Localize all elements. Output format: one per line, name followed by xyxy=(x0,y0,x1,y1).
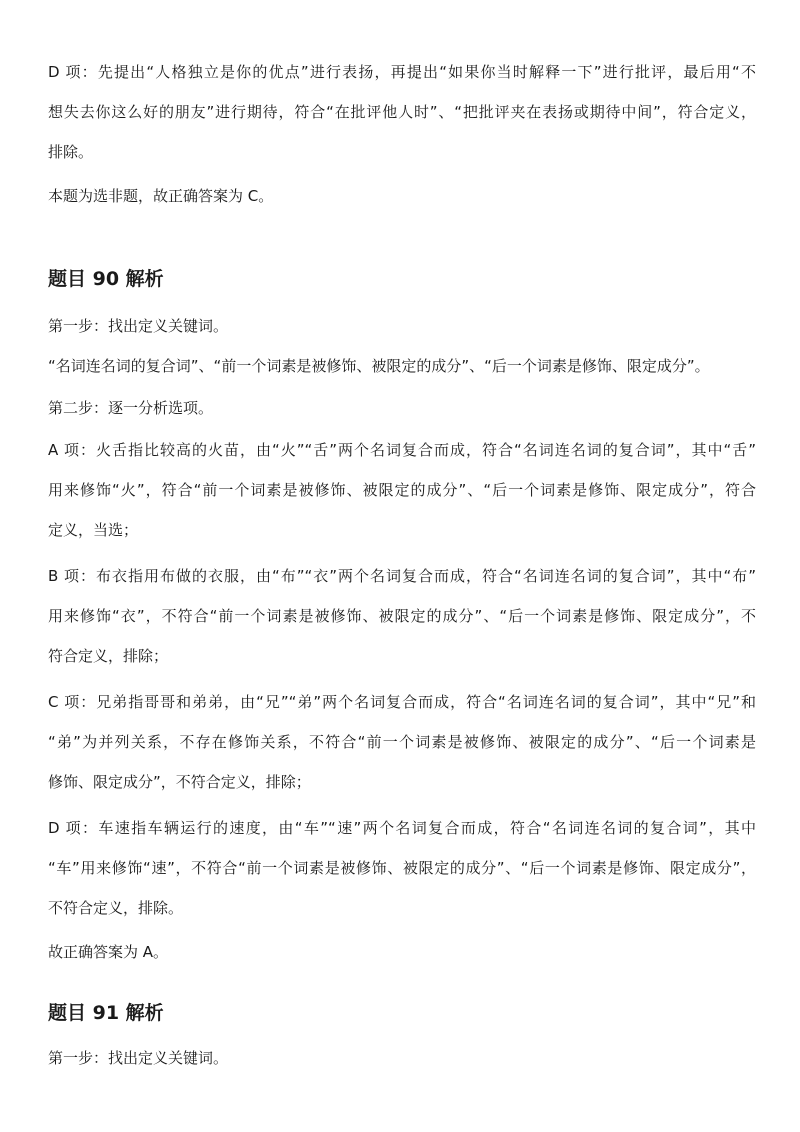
text-line: 修饰、限定成分”，不符合定义，排除； xyxy=(48,773,311,791)
section-90-title: 题目 90 解析 xyxy=(48,268,164,290)
text-line: 不符合定义，排除。 xyxy=(48,899,184,917)
text-line: D 项：先提出“人格独立是你的优点”进行表扬，再提出“如果你当时解释一下”进行批评，最后用“不 xyxy=(48,63,756,81)
text-line: 第一步：找出定义关键词。 xyxy=(48,1049,229,1067)
text-line: 第一步：找出定义关键词。 xyxy=(48,317,229,335)
text-line: “名词连名词的复合词”、“前一个词素是被修饰、被限定的成分”、“后一个词素是修饰、限定成分”。 xyxy=(48,357,710,375)
text-line: 符合定义，排除； xyxy=(48,647,169,665)
q90-step2 xyxy=(48,388,756,428)
text-line: 故正确答案为 A。 xyxy=(48,943,169,961)
q91-step1 xyxy=(48,1038,756,1078)
text-line: 本题为选非题，故正确答案为 C。 xyxy=(48,187,274,205)
text-line: 定义，当选； xyxy=(48,521,139,539)
prev-option-d xyxy=(48,52,756,172)
text-line: 用来修饰“火”，符合“前一个词素是被修饰、被限定的成分”、“后一个词素是修饰、限定成分”，符合 xyxy=(48,481,756,499)
text-line: A 项：火舌指比较高的火苗，由“火”“舌”两个名词复合而成，符合“名词连名词的复合词”，其中“舌” xyxy=(48,441,756,459)
text-line: 第二步：逐一分析选项。 xyxy=(48,399,214,417)
q90-option-c xyxy=(48,682,756,802)
text-line: B 项：布衣指用布做的衣服，由“布”“衣”两个名词复合而成，符合“名词连名词的复合词”，其中“布” xyxy=(48,567,756,585)
prev-conclusion xyxy=(48,176,756,216)
q90-step1 xyxy=(48,306,756,346)
q90-keywords xyxy=(48,346,756,386)
q90-conclusion xyxy=(48,932,756,972)
q90-option-b xyxy=(48,556,756,676)
q90-option-d xyxy=(48,808,756,928)
text-line: “弟”为并列关系，不存在修饰关系，不符合“前一个词素是被修饰、被限定的成分”、“后一个词素是 xyxy=(48,733,756,751)
text-line: 用来修饰“衣”，不符合“前一个词素是被修饰、被限定的成分”、“后一个词素是修饰、限定成分”，不 xyxy=(48,607,756,625)
text-line: D 项：车速指车辆运行的速度，由“车”“速”两个名词复合而成，符合“名词连名词的复合词”，其中 xyxy=(48,819,756,837)
q90-option-a xyxy=(48,430,756,550)
text-line: “车”用来修饰“速”，不符合“前一个词素是被修饰、被限定的成分”、“后一个词素是修饰、限定成分”， xyxy=(48,859,756,877)
text-line: C 项：兄弟指哥哥和弟弟，由“兄”“弟”两个名词复合而成，符合“名词连名词的复合词”，其中“兄”和 xyxy=(48,693,756,711)
text-line: 想失去你这么好的朋友”进行期待，符合“在批评他人时”、“把批评夹在表扬或期待中间”，符合定义， xyxy=(48,103,756,121)
section-91-title: 题目 91 解析 xyxy=(48,1002,164,1024)
text-line: 排除。 xyxy=(48,143,94,161)
